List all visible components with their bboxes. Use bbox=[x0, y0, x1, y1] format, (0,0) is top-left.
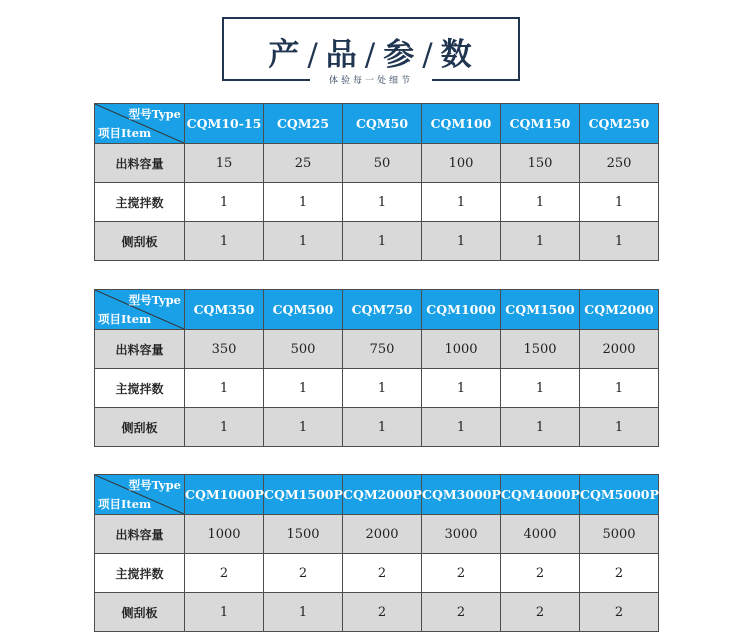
corner-item-label: 项目Item bbox=[98, 312, 152, 326]
table-cell: 1 bbox=[580, 183, 659, 222]
table-cell: 1 bbox=[343, 222, 422, 261]
model-header: CQM350 bbox=[185, 290, 264, 330]
table-cell: 2 bbox=[422, 593, 501, 632]
table-cell: 1 bbox=[343, 408, 422, 447]
table-cell: 1 bbox=[264, 369, 343, 408]
title-char: 产 bbox=[268, 37, 302, 73]
table-cell: 350 bbox=[185, 330, 264, 369]
row-label: 出料容量 bbox=[95, 330, 185, 369]
table-cell: 1000 bbox=[185, 515, 264, 554]
row-label: 主搅拌数 bbox=[95, 183, 185, 222]
model-header: CQM1500P bbox=[264, 475, 343, 515]
model-header: CQM10-15 bbox=[185, 104, 264, 144]
table-cell: 50 bbox=[343, 144, 422, 183]
table-cell: 250 bbox=[580, 144, 659, 183]
model-header: CQM5000P bbox=[580, 475, 659, 515]
table-cell: 500 bbox=[264, 330, 343, 369]
table-row bbox=[95, 593, 659, 632]
model-header: CQM1000P bbox=[185, 475, 264, 515]
table-cell: 1 bbox=[185, 222, 264, 261]
table-cell: 2000 bbox=[580, 330, 659, 369]
table-cell: 1 bbox=[580, 369, 659, 408]
table-cell: 1 bbox=[501, 183, 580, 222]
table-cell: 25 bbox=[264, 144, 343, 183]
model-header: CQM1000 bbox=[422, 290, 501, 330]
table-cell: 3000 bbox=[422, 515, 501, 554]
table-cell: 1 bbox=[185, 369, 264, 408]
corner-type-label: 型号Type bbox=[128, 293, 181, 307]
table-cell: 2 bbox=[185, 554, 264, 593]
corner-cell bbox=[95, 475, 185, 515]
table-cell: 1 bbox=[185, 408, 264, 447]
table-row bbox=[95, 222, 659, 261]
table-cell: 2 bbox=[343, 593, 422, 632]
model-header: CQM25 bbox=[264, 104, 343, 144]
table-cell: 1 bbox=[580, 222, 659, 261]
spec-table-3 bbox=[94, 474, 659, 632]
table-row bbox=[95, 144, 659, 183]
row-label: 侧刮板 bbox=[95, 408, 185, 447]
model-header: CQM2000P bbox=[343, 475, 422, 515]
row-label: 主搅拌数 bbox=[95, 369, 185, 408]
table-row bbox=[95, 369, 659, 408]
corner-item-label: 项目Item bbox=[98, 126, 152, 140]
table-cell: 1 bbox=[501, 408, 580, 447]
table-row bbox=[95, 408, 659, 447]
table-cell: 1 bbox=[264, 183, 343, 222]
title-separator: / bbox=[364, 37, 378, 73]
table-cell: 1500 bbox=[264, 515, 343, 554]
table-cell: 1 bbox=[422, 408, 501, 447]
table-row bbox=[95, 515, 659, 554]
table-cell: 5000 bbox=[580, 515, 659, 554]
table-cell: 1 bbox=[580, 408, 659, 447]
table-cell: 1 bbox=[264, 408, 343, 447]
table-cell: 1 bbox=[185, 183, 264, 222]
table-cell: 1500 bbox=[501, 330, 580, 369]
table-cell: 100 bbox=[422, 144, 501, 183]
table-cell: 1 bbox=[422, 183, 501, 222]
model-header: CQM2000 bbox=[580, 290, 659, 330]
row-label: 出料容量 bbox=[95, 144, 185, 183]
table-cell: 2 bbox=[580, 593, 659, 632]
row-label: 侧刮板 bbox=[95, 222, 185, 261]
table-header-row bbox=[95, 475, 659, 515]
table-cell: 4000 bbox=[501, 515, 580, 554]
title-char: 参 bbox=[383, 37, 417, 73]
title-char: 数 bbox=[440, 37, 474, 73]
table-cell: 2 bbox=[580, 554, 659, 593]
table-cell: 1 bbox=[422, 369, 501, 408]
table-header-row bbox=[95, 104, 659, 144]
model-header: CQM150 bbox=[501, 104, 580, 144]
model-header: CQM100 bbox=[422, 104, 501, 144]
table-cell: 2 bbox=[422, 554, 501, 593]
model-header: CQM4000P bbox=[501, 475, 580, 515]
spec-table-1 bbox=[94, 103, 659, 261]
corner-cell bbox=[95, 104, 185, 144]
table-cell: 1 bbox=[343, 183, 422, 222]
table-cell: 2 bbox=[343, 554, 422, 593]
table-cell: 2 bbox=[264, 554, 343, 593]
title-separator: / bbox=[307, 37, 320, 73]
table-cell: 150 bbox=[501, 144, 580, 183]
model-header: CQM500 bbox=[264, 290, 343, 330]
table-row bbox=[95, 554, 659, 593]
model-header: CQM3000P bbox=[422, 475, 501, 515]
spec-table-2 bbox=[94, 289, 659, 447]
table-header-row bbox=[95, 290, 659, 330]
corner-type-label: 型号Type bbox=[128, 107, 181, 121]
table-cell: 1 bbox=[185, 593, 264, 632]
table-cell: 15 bbox=[185, 144, 264, 183]
table-cell: 2 bbox=[501, 593, 580, 632]
table-cell: 2000 bbox=[343, 515, 422, 554]
title-separator: / bbox=[422, 37, 435, 73]
table-cell: 1 bbox=[264, 222, 343, 261]
table-cell: 2 bbox=[501, 554, 580, 593]
table-cell: 750 bbox=[343, 330, 422, 369]
table-cell: 1 bbox=[501, 222, 580, 261]
corner-cell bbox=[95, 290, 185, 330]
model-header: CQM750 bbox=[343, 290, 422, 330]
table-cell: 1 bbox=[343, 369, 422, 408]
table-cell: 1 bbox=[422, 222, 501, 261]
table-row bbox=[95, 330, 659, 369]
model-header: CQM50 bbox=[343, 104, 422, 144]
page-title bbox=[222, 29, 520, 74]
model-header: CQM1500 bbox=[501, 290, 580, 330]
table-cell: 1 bbox=[501, 369, 580, 408]
table-cell: 1 bbox=[264, 593, 343, 632]
row-label: 侧刮板 bbox=[95, 593, 185, 632]
section-title-frame bbox=[222, 17, 520, 86]
model-header: CQM250 bbox=[580, 104, 659, 144]
corner-item-label: 项目Item bbox=[98, 497, 152, 511]
table-cell: 1000 bbox=[422, 330, 501, 369]
page-subtitle: 体验每一处细节 bbox=[328, 76, 413, 86]
row-label: 出料容量 bbox=[95, 515, 185, 554]
title-char: 品 bbox=[325, 37, 359, 73]
corner-type-label: 型号Type bbox=[128, 478, 181, 492]
title-top-line bbox=[222, 17, 520, 19]
row-label: 主搅拌数 bbox=[95, 554, 185, 593]
table-row bbox=[95, 183, 659, 222]
